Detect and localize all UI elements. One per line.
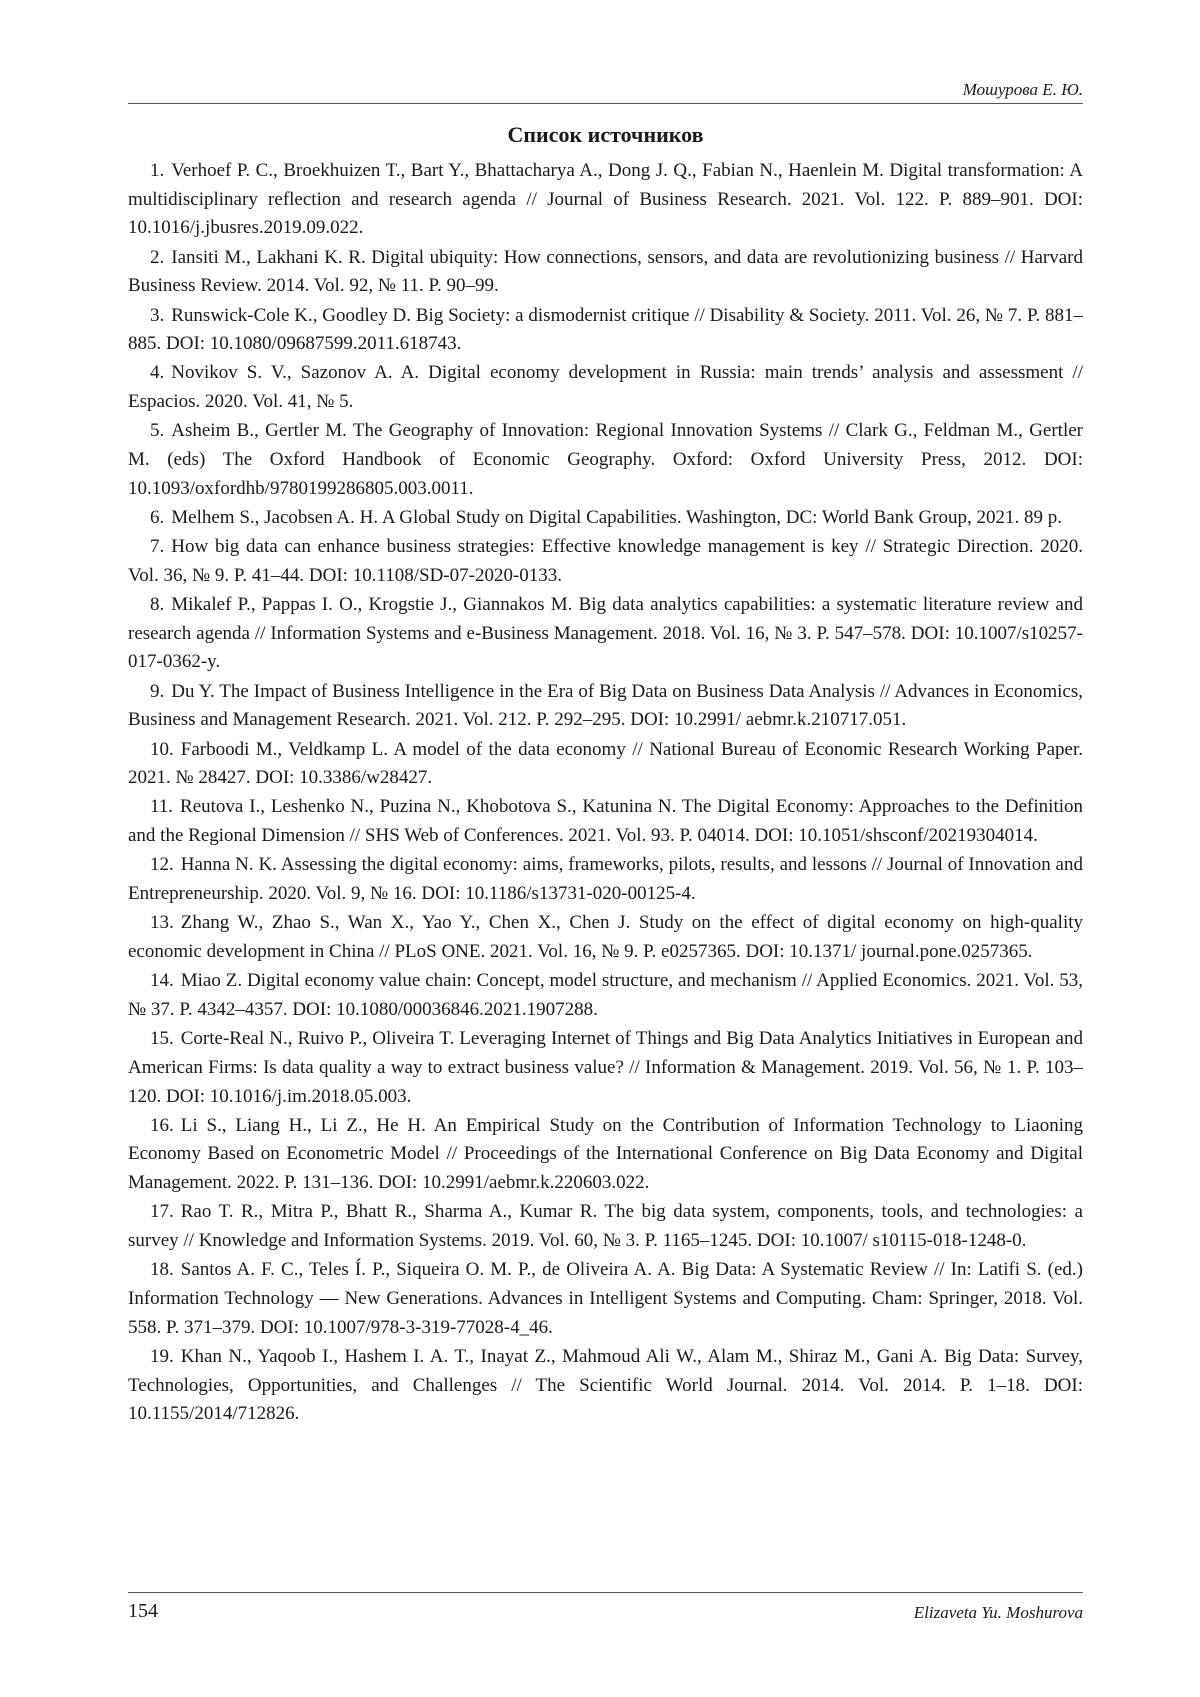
reference-number: 12.	[150, 854, 174, 876]
reference-number: 2.	[150, 246, 165, 268]
reference-number: 15.	[150, 1028, 174, 1050]
reference-text: Zhang W., Zhao S., Wan X., Yao Y., Chen X., Chen J. Study on the effect of digital economy on high-quality economic development in China // PLoS ONE. 2021. Vol. 16, № 9. P. e0257365. DOI: 10.1371/ journal.pone.0257365.	[128, 912, 1083, 962]
reference-number: 11.	[150, 796, 174, 818]
footer-rule	[128, 1592, 1083, 1593]
reference-list	[128, 157, 1083, 1429]
reference-item	[128, 302, 1083, 359]
reference-number: 9.	[150, 680, 165, 702]
reference-item	[128, 533, 1083, 590]
reference-text: How big data can enhance business strategies: Effective knowledge management is key // Strategic Direction. 2020. Vol. 36, № 9. P. 41–44. DOI: 10.1108/SD-07-2020-0133.	[128, 536, 1083, 586]
reference-number: 10.	[150, 738, 174, 760]
reference-text: Melhem S., Jacobsen A. H. A Global Study on Digital Capabilities. Washington, DC: World Bank Group, 2021. 89 p.	[171, 506, 1063, 528]
reference-item	[128, 504, 1083, 533]
reference-number: 3.	[150, 304, 165, 326]
reference-text: Asheim B., Gertler M. The Geography of Innovation: Regional Innovation Systems // Clark G., Feldman M., Gertler M. (eds) The Oxford Handbook of Economic Geography. Oxford: Oxford University Press, 2012. DOI: 10.1093/oxfordhb/9780199286805.003.0011.	[128, 420, 1083, 499]
running-foot-author: Elizaveta Yu. Moshurova	[913, 1603, 1083, 1622]
reference-text: Iansiti M., Lakhani K. R. Digital ubiquity: How connections, sensors, and data are revolutionizing business // Harvard Business Review. 2014. Vol. 92, № 11. P. 90–99.	[128, 246, 1083, 297]
reference-number: 16.	[150, 1114, 174, 1136]
reference-item	[128, 417, 1083, 503]
reference-item	[128, 678, 1083, 735]
reference-text: Reutova I., Leshenko N., Puzina N., Khobotova S., Katunina N. The Digital Economy: Approaches to the Definition and the Regional Dimension // SHS Web of Conferences. 2021. Vol. 93. P. 04014. DOI: 10.1051/shsconf/20219304014.	[128, 796, 1083, 847]
reference-text: Hanna N. K. Assessing the digital economy: aims, frameworks, pilots, results, and lessons // Journal of Innovation and Entrepreneurship. 2020. Vol. 9, № 16. DOI: 10.1186/s13731-020-00125-4.	[128, 854, 1083, 905]
header-rule	[128, 103, 1083, 104]
reference-item	[128, 1198, 1083, 1255]
reference-text: Corte-Real N., Ruivo P., Oliveira T. Leveraging Internet of Things and Big Data Analytics Initiatives in European and American Firms: Is data quality a way to extract business value? // Information & Management. 2019. Vol. 56, № 1. P. 103–120. DOI: 10.1016/j.im.2018.05.003.	[128, 1028, 1083, 1107]
reference-number: 8.	[150, 594, 165, 616]
reference-text: Du Y. The Impact of Business Intelligence in the Era of Big Data on Business Data Analysis // Advances in Economics, Business and Management Research. 2021. Vol. 212. P. 292–295. DOI: 10.2991/ aebmr.k.210717.051.	[128, 680, 1083, 731]
reference-text: Li S., Liang H., Li Z., He H. An Empirical Study on the Contribution of Information Technology to Liaoning Economy Based on Econometric Model // Proceedings of the International Conference on Big Data Economy and Digital Management. 2022. P. 131–136. DOI: 10.2991/aebmr.k.220603.022.	[128, 1114, 1083, 1194]
reference-item	[128, 1256, 1083, 1342]
page	[128, 0, 1083, 1697]
reference-item	[128, 793, 1083, 850]
reference-item	[128, 591, 1083, 677]
reference-item	[128, 359, 1083, 416]
reference-number: 6.	[150, 506, 165, 528]
reference-item	[128, 1112, 1083, 1198]
reference-text: Miao Z. Digital economy value chain: Concept, model structure, and mechanism // Applied Economics. 2021. Vol. 53, № 37. P. 4342–4357. DOI: 10.1080/00036846.2021.1907288.	[128, 970, 1083, 1020]
reference-number: 4.	[150, 362, 165, 384]
reference-text: Farboodi M., Veldkamp L. A model of the data economy // National Bureau of Economic Research Working Paper. 2021. № 28427. DOI: 10.3386/w28427.	[128, 738, 1083, 789]
reference-text: Santos A. F. C., Teles Í. P., Siqueira O. M. P., de Oliveira A. A. Big Data: A Systematic Review // In: Latifi S. (ed.) Information Technology — New Generations. Advances in Intelligent Systems and Computing. Cham: Springer, 2018. Vol. 558. P. 371–379. DOI: 10.1007/978-3-319-77028-4_46.	[128, 1259, 1083, 1338]
reference-number: 13.	[150, 912, 174, 934]
reference-text: Mikalef P., Pappas I. O., Krogstie J., Giannakos M. Big data analytics capabilities: a systematic literature review and research agenda // Information Systems and e-Business Management. 2018. Vol. 16, № 3. P. 547–578. DOI: 10.1007/s10257-017-0362-y.	[128, 594, 1083, 673]
reference-number: 18.	[150, 1259, 174, 1281]
reference-item	[128, 157, 1083, 243]
page-number: 154	[128, 1600, 158, 1622]
reference-item	[128, 909, 1083, 966]
reference-item	[128, 1025, 1083, 1111]
reference-number: 14.	[150, 970, 174, 992]
reference-number: 1.	[150, 160, 165, 181]
reference-text: Verhoef P. C., Broekhuizen T., Bart Y., Bhattacharya A., Dong J. Q., Fabian N., Haenlein M. Digital transformation: A multidisciplinary reflection and research agenda // Journal of Business Research. 2021. Vol. 122. P. 889–901. DOI: 10.1016/j.jbusres.2019.09.022.	[128, 160, 1083, 239]
reference-text: Rao T. R., Mitra P., Bhatt R., Sharma A., Kumar R. The big data system, components, tools, and technologies: a survey // Knowledge and Information Systems. 2019. Vol. 60, № 3. P. 1165–1245. DOI: 10.1007/ s10115-018-1248-0.	[128, 1201, 1083, 1252]
reference-text: Novikov S. V., Sazonov A. A. Digital economy development in Russia: main trends’ analysis and assessment // Espacios. 2020. Vol. 41, № 5.	[128, 362, 1083, 413]
running-head-author: Мошурова Е. Ю.	[962, 80, 1083, 99]
reference-item	[128, 244, 1083, 301]
reference-number: 17.	[150, 1201, 174, 1223]
reference-item	[128, 1343, 1083, 1429]
reference-text: Khan N., Yaqoob I., Hashem I. A. T., Inayat Z., Mahmoud Ali W., Alam M., Shiraz M., Gani A. Big Data: Survey, Technologies, Opportunities, and Challenges // The Scientific World Journal. 2014. Vol. 2014. P. 1–18. DOI: 10.1155/2014/712826.	[128, 1345, 1083, 1425]
reference-item	[128, 736, 1083, 793]
reference-item	[128, 967, 1083, 1024]
reference-number: 7.	[150, 536, 165, 558]
reference-item	[128, 851, 1083, 908]
section-title: Список источников	[507, 122, 704, 147]
reference-number: 5.	[150, 420, 165, 442]
reference-text: Runswick-Cole K., Goodley D. Big Society: a dismodernist critique // Disability & Society. 2011. Vol. 26, № 7. P. 881–885. DOI: 10.1080/09687599.2011.618743.	[128, 304, 1083, 355]
reference-number: 19.	[150, 1345, 174, 1367]
